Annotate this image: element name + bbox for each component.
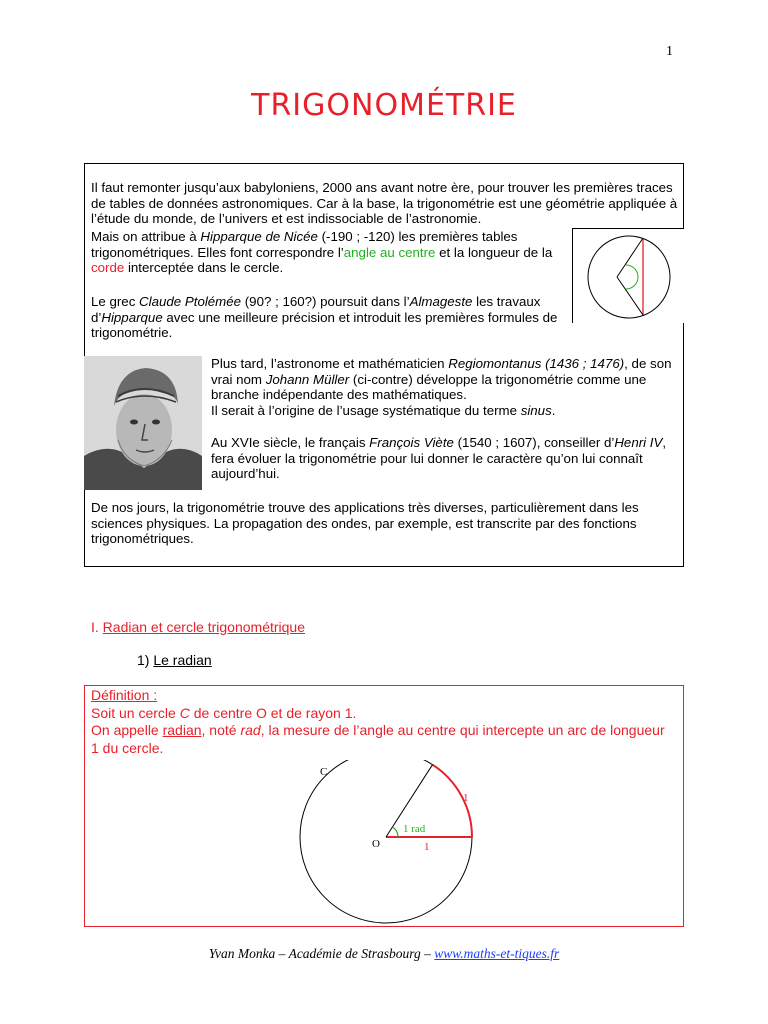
portrait-image (84, 356, 202, 490)
definition-line-2 (91, 722, 676, 757)
chord-figure (573, 229, 685, 324)
text: interceptée dans le cercle. (124, 260, 284, 276)
name-johann-muller: Johann Müller (265, 371, 350, 387)
footer-link[interactable]: www.maths-et-tiques.fr (434, 946, 560, 961)
section-number: I. (91, 619, 103, 635)
text: de centre O et de rayon 1. (189, 704, 357, 721)
definition-text (91, 687, 676, 757)
name-ptolemee: Claude Ptolémée (139, 294, 242, 309)
page-title: TRIGONOMÉTRIE (251, 88, 517, 123)
text: Au XVIe siècle, le français (211, 435, 370, 450)
angle-au-centre-term: angle au centre (343, 244, 436, 260)
subsection-heading (137, 652, 212, 668)
text: , fera évoluer la trigonométrie pour lui donner le caractère qu’on lui connaît aujourd’hui. (211, 435, 667, 482)
definition-label: Définition : (91, 687, 158, 703)
angle-label: 1 rad (403, 823, 426, 835)
intro-paragraph-5 (211, 435, 681, 482)
name-hipparque: Hipparque de Nicée (200, 229, 318, 244)
subsection-title: Le radian (153, 652, 212, 668)
intro-paragraph-6: De nos jours, la trigonométrie trouve des applications très diverses, particulièrement dans les sciences physiques. La propagation des ondes, par exemple, est transcrite par des fonctions trigonométriques. (91, 500, 639, 547)
intro-paragraph-2 (91, 229, 571, 276)
text: . (551, 402, 556, 418)
text: On appelle (91, 722, 163, 738)
term-rad: rad (240, 722, 261, 738)
text: et la longueur de la (435, 244, 553, 260)
circle-label: C (320, 766, 328, 778)
text: Plus tard, l’astronome et mathématicien (211, 356, 449, 371)
footer-text: Yvan Monka – Académie de Strasbourg – (208, 946, 435, 961)
name-regiomontanus: Regiomontanus (1436 ; 1476) (448, 356, 625, 371)
text: (-190 ; -120) les premières tables trigonométriques. Elles font correspondre l’ (91, 229, 518, 260)
text: , de son vrai nom (211, 356, 672, 387)
text: (ci-contre) développe la trigonométrie comme une branche indépendante des mathématiques. (211, 371, 647, 403)
text: Le grec (91, 294, 140, 309)
arc-label: 1 (463, 792, 469, 804)
text: , la mesure de l’angle au centre qui intercepte un arc de longueur 1 du cercle. (91, 722, 665, 756)
radius-label: 1 (424, 841, 430, 853)
text: Il serait à l’origine de l’usage systématique du terme (211, 402, 521, 418)
section-heading (91, 619, 305, 635)
text: (1540 ; 1607), conseiller d’ (453, 435, 615, 450)
section-title: Radian et cercle trigonométrique (102, 619, 306, 635)
radian-figure (296, 760, 486, 926)
chord-figure-box (572, 228, 684, 323)
name-henri-iv: Henri IV (614, 435, 663, 450)
term-radian: radian (162, 722, 202, 738)
term-sinus: sinus (520, 402, 552, 418)
text: (90? ; 160?) poursuit dans l’ (241, 294, 410, 309)
intro-paragraph-3 (91, 294, 571, 341)
book-almageste: Almageste (409, 294, 473, 309)
text: Soit un cercle (91, 704, 180, 721)
text: les travaux d’ (91, 294, 541, 325)
text: avec une meilleure précision et introduit les premières formules de trigonométrie. (91, 309, 558, 341)
angle-arc (393, 827, 399, 837)
center-label: O (372, 838, 380, 850)
intro-paragraph-4 (211, 356, 681, 418)
definition-line-1 (91, 705, 676, 723)
text: Mais on attribue à (91, 229, 201, 244)
intro-paragraph-1: Il faut remonter jusqu’aux babyloniens, 2000 ans avant notre ère, pour trouver les premières traces de tables de données astronomiques. Car à la base, la trigonométrie est une géométrie appliquée à l’étude du monde, de l’univers et est indissociable de l’astronomie. (91, 180, 678, 227)
corde-term: corde (91, 260, 125, 276)
subsection-number: 1) (137, 652, 154, 668)
text: , noté (201, 722, 241, 738)
name-viete: François Viète (369, 435, 454, 450)
circle-symbol: C (179, 704, 190, 721)
name-hipparque: Hipparque (101, 309, 163, 325)
footer (0, 946, 768, 962)
page-number: 1 (666, 44, 673, 59)
unit-circle (300, 760, 472, 923)
